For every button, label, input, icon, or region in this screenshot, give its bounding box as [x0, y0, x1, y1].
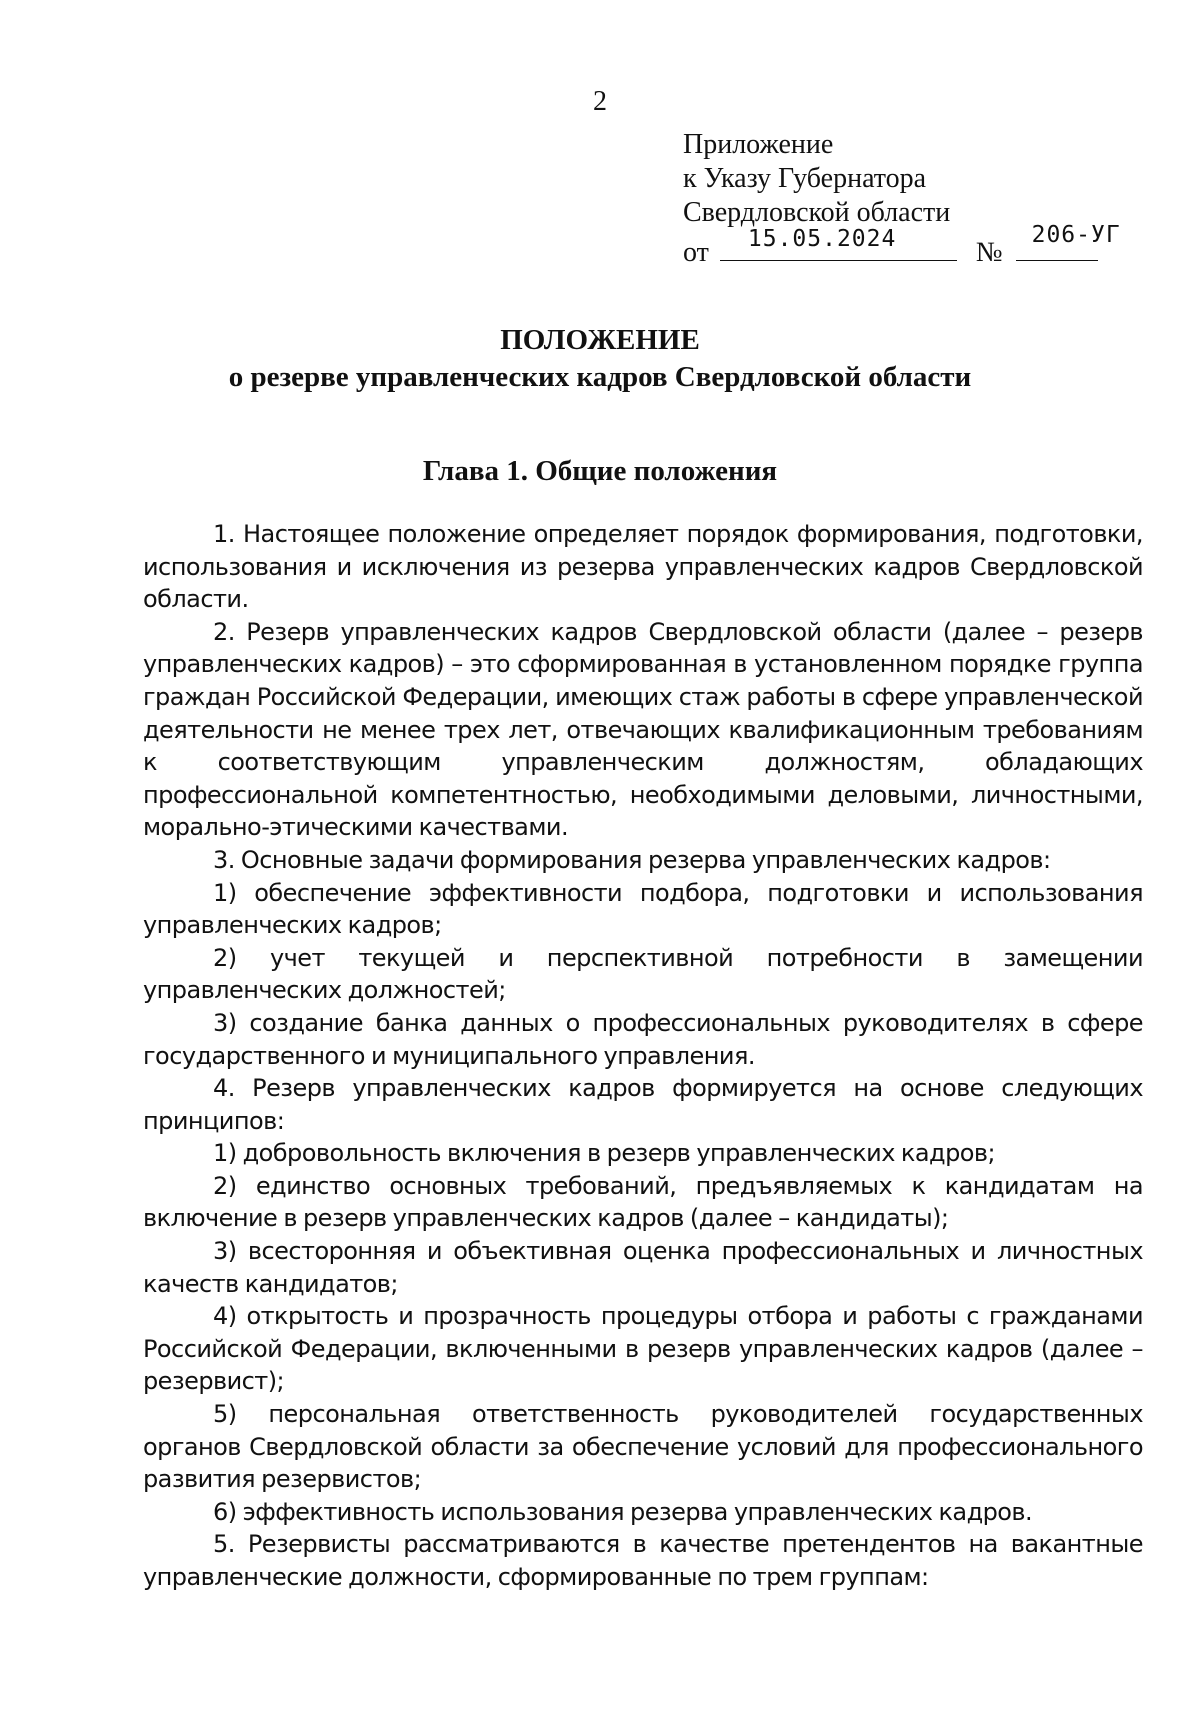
- appendix-region: Свердловской области: [683, 197, 951, 228]
- decree-date: 15.05.2024: [747, 226, 897, 252]
- decree-number: 206-УГ: [1031, 222, 1121, 248]
- page-number: 2: [593, 86, 607, 117]
- list-item: 1) добровольность включения в резерв управленческих кадров;: [213, 1139, 996, 1168]
- decree-date-number-row: [683, 222, 1121, 270]
- list-item: 5) персональная ответственность руководителей государственных органов Свердловской области за обеспечение условий для профессионального развития резервистов;: [143, 1400, 1143, 1494]
- list-item: 1) обеспечение эффективности подбора, подготовки и использования управленческих кадров;: [143, 878, 1143, 940]
- title-main: ПОЛОЖЕНИЕ: [500, 324, 700, 356]
- paragraph: 4. Резерв управленческих кадров формируется на основе следующих принципов:: [143, 1074, 1143, 1135]
- document-title: [0, 322, 1200, 396]
- appendix-decree: к Указу Губернатора: [683, 163, 927, 194]
- number-field: [1016, 222, 1121, 261]
- paragraph: 3. Основные задачи формирования резерва управленческих кадров:: [213, 845, 1051, 874]
- list-item: 2) учет текущей и перспективной потребности в замещении управленческих должностей;: [143, 943, 1143, 1005]
- list-item: 2) единство основных требований, предъявляемых к кандидатам на включение в резерв управленческих кадров (далее – кандидаты);: [143, 1171, 1143, 1233]
- paragraph: 5. Резервисты рассматриваются в качестве претендентов на вакантные управленческие должности, сформированные по трем группам:: [143, 1530, 1143, 1591]
- list-item: 3) создание банка данных о профессиональных руководителях в сфере государственного и муниципального управления.: [143, 1008, 1143, 1070]
- chapter-heading: Глава 1. Общие положения: [422, 455, 778, 487]
- appendix-label: Приложение: [683, 129, 834, 160]
- title-subtitle: о резерве управленческих кадров Свердловской области: [228, 361, 972, 393]
- list-item: 6) эффективность использования резерва управленческих кадров.: [213, 1497, 1033, 1526]
- date-field: [720, 226, 957, 261]
- appendix-block: [683, 128, 1121, 270]
- paragraph: 1. Настоящее положение определяет порядок формирования, подготовки, использования и исключения из резерва управленческих кадров Свердловской области.: [143, 520, 1143, 614]
- from-label: от: [683, 237, 709, 268]
- number-sign: №: [975, 237, 1003, 268]
- paragraph: 2. Резерв управленческих кадров Свердловской области (далее – резерв управленческих кадров) – это сформированная в установленном порядке группа граждан Российской Федерации, имеющих стаж работы в сфере управленческой деятельности не менее трех лет, отвечающих квалификационным требованиям к соответствующим управленческим должностям, обладающих профессиональной компетентностью, необходимыми деловыми, личностными, морально-этическими качествами.: [143, 617, 1143, 842]
- list-item: 3) всесторонняя и объективная оценка профессиональных и личностных качеств кандидатов;: [143, 1237, 1143, 1298]
- list-item: 4) открытость и прозрачность процедуры отбора и работы с гражданами Российской Федерации, включенными в резерв управленческих кадров (далее – резервист);: [143, 1302, 1143, 1396]
- document-body: [143, 518, 1143, 1594]
